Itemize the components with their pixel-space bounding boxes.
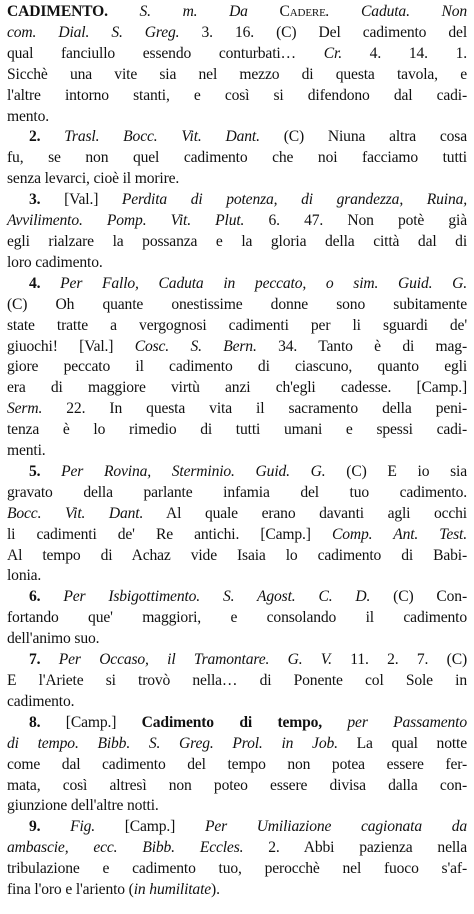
entry-line-l03: [7, 44, 467, 65]
entry-text-segment: Perdita di potenza, di grandezza, Ruina,: [121, 191, 467, 209]
entry-text-segment: lonia.: [7, 567, 42, 585]
entry-line-l12: [7, 232, 467, 253]
entry-line-l07: [7, 127, 467, 148]
entry-text-segment: fortando que' maggiori, e consolando il cadimento: [7, 609, 467, 627]
entry-text-segment: Al tempo di Achaz vide Isaia lo cadimento di Babi-: [7, 546, 467, 564]
entry-text-segment: 3. 16. (C) Del cadimento del: [179, 23, 467, 41]
entry-text-segment: 22. In questa vita il sacramento della peni-: [42, 400, 467, 418]
entry-text-segment: 8.: [29, 713, 66, 731]
entry-line-l16: [7, 316, 467, 337]
entry-line-l15: [7, 295, 467, 316]
entry-text-segment: cadimento.: [7, 692, 75, 710]
entry-text-segment: Per Isbigottimento. S. Agost. C. D.: [63, 588, 371, 606]
entry-text-segment: 6.: [29, 588, 64, 606]
entry-text-segment: di tempo. Bibb. S. Greg. Prol. in Job.: [7, 734, 338, 752]
entry-line-l37: [7, 755, 467, 776]
entry-line-l13: [7, 253, 467, 274]
entry-line-l27: [7, 546, 467, 567]
entry-text-segment: Sicchè una vite sia nel mezzo di questa tavola, e: [7, 65, 467, 83]
entry-line-l39: [7, 796, 467, 817]
entry-text-segment: . Caduta. Non: [325, 3, 468, 20]
entry-text-segment: [Camp.]: [65, 713, 142, 731]
entry-text-segment: fina l'oro e l'ariento (: [7, 881, 134, 899]
entry-text-segment: Cadere: [279, 3, 326, 20]
entry-text-segment: S. m. Da: [139, 3, 280, 20]
entry-text-segment: E l'Ariete si trovò nella… di Ponente col Sole in: [7, 672, 467, 689]
entry-text-segment: La qual notte: [337, 734, 467, 752]
entry-line-l23: [7, 462, 467, 483]
entry-text-segment: Per Rovina, Sterminio. Guid. G.: [61, 462, 326, 480]
dictionary-entry-cadimento: [7, 0, 467, 901]
entry-text-segment: in humilitate: [133, 881, 212, 899]
entry-line-l19: [7, 378, 467, 399]
entry-text-segment: (C) Oh quante onestissime donne sono subitamente: [7, 295, 467, 313]
entry-text-segment: [Camp.]: [95, 818, 205, 836]
entry-text-segment: dell'animo suo.: [7, 630, 100, 648]
entry-line-l21: [7, 420, 467, 441]
entry-line-l08: [7, 148, 467, 169]
entry-text-segment: Cosc. S. Bern.: [134, 337, 257, 355]
entry-line-l20: [7, 399, 467, 420]
entry-text-segment: li cadimenti de' Re antichi. [Camp.]: [7, 525, 332, 543]
entry-text-segment: 9.: [29, 818, 71, 836]
entry-text-segment: Fig.: [70, 818, 96, 836]
entry-text-segment: mento.: [7, 107, 49, 125]
entry-line-l17: [7, 337, 467, 358]
entry-text-segment: 6. 47. Non potè già: [244, 212, 468, 230]
entry-line-l43: [7, 880, 467, 901]
entry-line-l10: [7, 190, 467, 211]
entry-text-segment: (C) E io sia: [325, 462, 467, 480]
entry-line-l30: [7, 608, 467, 629]
entry-text-segment: mata, così altresì non poteo essere divisa dalla con-: [7, 776, 467, 794]
entry-line-l42: [7, 859, 467, 880]
entry-text-segment: Cr.: [323, 44, 342, 62]
entry-line-l25: [7, 504, 467, 525]
entry-text-segment: 5.: [29, 462, 62, 480]
entry-line-l22: [7, 441, 467, 462]
entry-text-segment: state tratte a vergognosi cadimenti per li sguardi de': [7, 316, 467, 334]
entry-text-segment: 11. 2. 7. (C): [331, 651, 467, 669]
entry-text-segment: per Passamento: [347, 713, 467, 731]
entry-line-l36: [7, 734, 467, 755]
entry-text-segment: CADIMENTO.: [7, 3, 140, 20]
entry-text-segment: ambascie, ecc. Bibb. Eccles.: [7, 839, 244, 857]
entry-text-segment: Per Fallo, Caduta in peccato, o sim. Guid. G.: [60, 274, 467, 292]
entry-text-segment: loro cadimento.: [7, 253, 103, 271]
entry-text-segment: giuochi! [Val.]: [7, 337, 135, 355]
entry-text-segment: l'altre intorno stanti, e così si difendono dal cadi-: [7, 86, 467, 104]
entry-text-segment: tenza è lo rimedio di tutti umani e spessi cadi-: [7, 421, 467, 439]
entry-text-segment: senza levarci, cioè il morire.: [7, 170, 180, 188]
entry-text-segment: Per Occaso, il Tramontare. G. V.: [58, 651, 332, 669]
entry-line-l38: [7, 776, 467, 797]
entry-text-segment: fu, se non quel cadimento che noi facciamo tutti: [7, 149, 467, 167]
entry-text-segment: egli rialzare la possanza e la gloria della città dal di: [7, 232, 467, 250]
entry-text-segment: [Val.]: [64, 191, 122, 209]
entry-line-l09: [7, 169, 467, 190]
entry-line-l32: [7, 650, 467, 671]
entry-text-segment: Serm.: [7, 400, 43, 418]
entry-line-l01: [7, 2, 467, 23]
entry-line-l02: [7, 23, 467, 44]
entry-line-l11: [7, 211, 467, 232]
entry-line-l14: [7, 274, 467, 295]
entry-text-segment: 2. Abbi pazienza nella: [243, 839, 467, 857]
entry-text-segment: Trasl. Bocc. Vit. Dant.: [64, 128, 260, 146]
entry-text-segment: menti.: [7, 442, 46, 460]
entry-line-l26: [7, 525, 467, 546]
entry-text-segment: (C) Con-: [370, 588, 467, 606]
entry-text-segment: (C) Niuna altra cosa: [259, 128, 467, 146]
entry-line-l28: [7, 566, 467, 587]
entry-text-segment: ).: [211, 881, 220, 899]
entry-line-l05: [7, 86, 467, 107]
entry-text-segment: giunzione dell'altre notti.: [7, 797, 159, 815]
entry-line-l41: [7, 838, 467, 859]
entry-text-segment: 34. Tanto è di mag-: [256, 337, 467, 355]
entry-text-segment: come dal cadimento del tempo non potea essere fer-: [7, 755, 467, 773]
entry-text-segment: 7.: [29, 651, 59, 669]
entry-text-segment: 4. 14. 1.: [341, 44, 467, 62]
entry-text-segment: Al quale erano davanti agli occhi: [143, 504, 467, 522]
entry-line-l29: [7, 587, 467, 608]
entry-text-segment: Per Umiliazione cagionata da: [204, 818, 467, 836]
entry-text-segment: Avvilimento. Pomp. Vit. Plut.: [7, 212, 245, 230]
entry-text-segment: era di maggiore virtù anzi ch'egli cadesse. [Camp.]: [7, 379, 467, 397]
entry-text-segment: tribulazione e cadimento tuo, perocchè nel fuoco s'af-: [7, 860, 467, 878]
entry-text-segment: Cadimento di tempo,: [141, 713, 348, 731]
entry-line-l34: [7, 692, 467, 713]
entry-text-segment: 3.: [29, 191, 65, 209]
entry-text-segment: gravato della parlante infamia del tuo cadimento.: [7, 483, 467, 501]
entry-line-l40: [7, 817, 467, 838]
entry-line-l31: [7, 629, 467, 650]
entry-line-l33: [7, 671, 467, 692]
entry-line-l06: [7, 107, 467, 128]
entry-line-l18: [7, 357, 467, 378]
entry-text-segment: Comp. Ant. Test.: [331, 525, 467, 543]
entry-text-segment: Bocc. Vit. Dant.: [7, 504, 144, 522]
entry-line-l04: [7, 65, 467, 86]
entry-text-segment: 2.: [29, 128, 65, 146]
entry-text-segment: qual fanciullo essendo conturbati…: [7, 44, 324, 62]
entry-text-segment: com. Dial. S. Greg.: [7, 23, 180, 41]
entry-text-segment: 4.: [29, 274, 61, 292]
entry-text-segment: giore peccato il cadimento di ciascuno, quanto egli: [7, 358, 467, 376]
entry-line-l35: [7, 713, 467, 734]
entry-line-l24: [7, 483, 467, 504]
